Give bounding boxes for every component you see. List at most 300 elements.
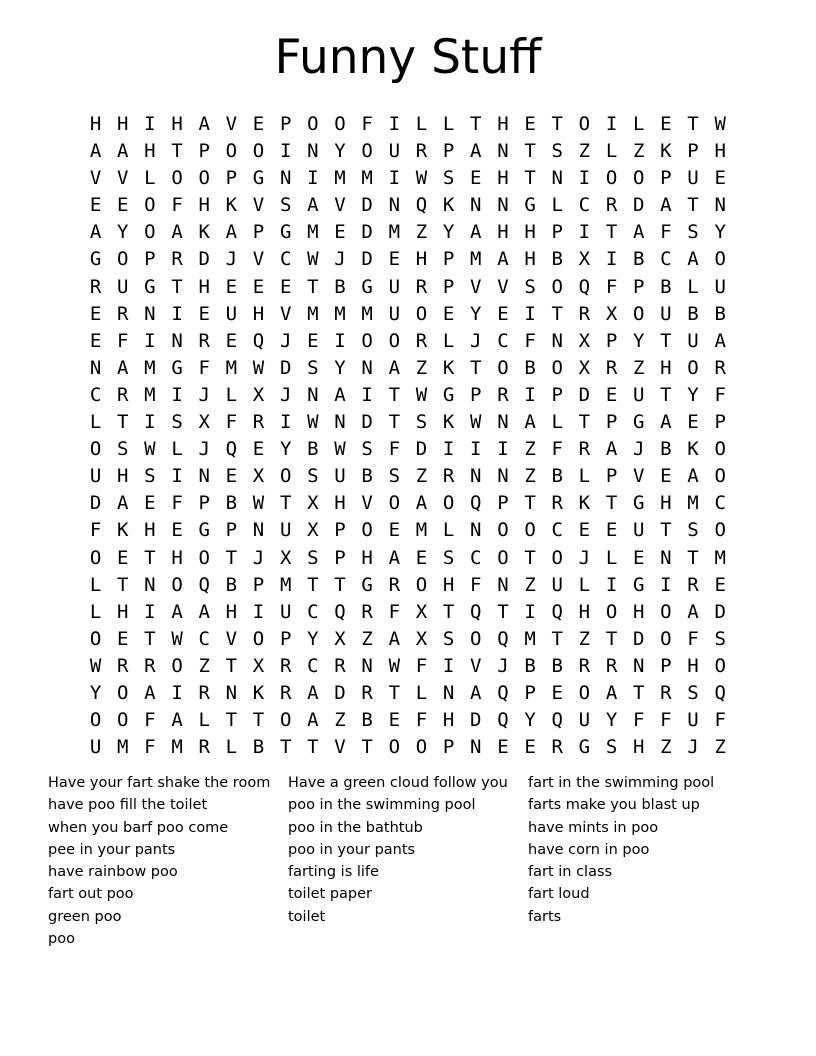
grid-letter: Z: [334, 709, 346, 732]
grid-letter: E: [660, 113, 672, 135]
grid-letter: S: [307, 356, 319, 379]
grid-letter: O: [714, 248, 726, 271]
grid-letter: F: [660, 221, 672, 244]
grid-letter: S: [388, 465, 401, 488]
grid-letter: P: [442, 736, 455, 759]
grid-letter: T: [551, 113, 563, 135]
grid-letter: I: [524, 383, 536, 406]
grid-letter: A: [605, 438, 618, 461]
grid-letter: A: [524, 411, 536, 434]
word-list-item: fart in the swimming pool: [528, 775, 715, 791]
grid-letter: Z: [415, 465, 428, 488]
grid-letter: O: [551, 275, 563, 298]
grid-letter: N: [89, 356, 102, 379]
grid-letter: P: [144, 248, 156, 271]
grid-letter: O: [605, 600, 618, 623]
grid-letter: T: [388, 383, 401, 406]
grid-row: [82, 382, 734, 409]
grid-letter: Q: [470, 600, 482, 623]
grid-letter: Q: [497, 709, 509, 732]
grid-letter: U: [225, 302, 238, 325]
grid-letter: U: [687, 329, 699, 352]
grid-row: [82, 246, 734, 273]
grid-letter: E: [117, 627, 129, 650]
grid-letter: J: [225, 248, 238, 271]
grid-letter: R: [605, 654, 618, 677]
grid-letter: M: [388, 221, 401, 244]
grid-letter: D: [361, 248, 373, 271]
grid-letter: R: [497, 383, 509, 406]
grid-letter: P: [442, 275, 455, 298]
grid-letter: D: [632, 627, 645, 650]
word-list-column: [528, 772, 768, 950]
grid-letter: F: [714, 709, 726, 732]
grid-letter: F: [687, 627, 699, 650]
grid-letter: L: [687, 275, 699, 298]
grid-letter: U: [551, 573, 563, 596]
grid-letter: O: [470, 627, 482, 650]
grid-letter: H: [660, 356, 672, 379]
grid-letter: A: [117, 356, 129, 379]
grid-letter: A: [171, 221, 183, 244]
grid-letter: U: [89, 465, 102, 488]
grid-letter: N: [660, 546, 672, 569]
grid-letter: E: [524, 113, 536, 135]
grid-letter: Q: [551, 600, 563, 623]
grid-letter: T: [524, 167, 536, 190]
grid-letter: L: [442, 113, 455, 135]
grid-letter: K: [198, 221, 210, 244]
grid-letter: C: [307, 600, 319, 623]
grid-letter: O: [89, 709, 102, 732]
grid-letter: V: [89, 167, 102, 190]
grid-letter: W: [171, 627, 183, 650]
grid-letter: M: [307, 221, 319, 244]
grid-letter: F: [388, 438, 401, 461]
grid-letter: G: [279, 221, 292, 244]
grid-letter: J: [252, 546, 265, 569]
grid-letter: P: [687, 140, 699, 163]
grid-letter: S: [524, 275, 536, 298]
grid-letter: C: [714, 492, 726, 515]
grid-letter: V: [252, 248, 265, 271]
grid-letter: Z: [632, 140, 645, 163]
grid-letter: D: [632, 194, 645, 217]
grid-letter: R: [252, 411, 265, 434]
grid-letter: F: [171, 194, 183, 217]
grid-letter: E: [524, 736, 536, 759]
grid-letter: Y: [334, 356, 346, 379]
grid-letter: I: [578, 221, 591, 244]
grid-letter: O: [415, 573, 428, 596]
grid-letter: F: [470, 573, 482, 596]
grid-letter: B: [361, 465, 373, 488]
word-list-item: poo in the swimming pool: [288, 797, 476, 814]
grid-letter: C: [89, 383, 102, 406]
grid-letter: O: [551, 356, 563, 379]
grid-letter: E: [632, 546, 645, 569]
grid-letter: D: [578, 383, 591, 406]
grid-letter: E: [415, 546, 428, 569]
grid-letter: T: [524, 492, 536, 515]
word-list-item: toilet: [288, 908, 326, 925]
grid-letter: O: [415, 736, 428, 759]
grid-letter: H: [497, 221, 509, 244]
grid-letter: N: [361, 356, 373, 379]
grid-row: [82, 490, 734, 517]
grid-letter: O: [497, 546, 509, 569]
grid-letter: T: [388, 411, 401, 434]
grid-letter: T: [605, 627, 618, 650]
grid-letter: D: [89, 492, 102, 515]
grid-letter: E: [171, 519, 183, 542]
grid-letter: J: [497, 654, 509, 677]
grid-letter: Z: [361, 627, 373, 650]
grid-letter: L: [605, 140, 618, 163]
grid-letter: V: [252, 194, 265, 217]
grid-letter: S: [605, 736, 618, 759]
grid-letter: R: [415, 329, 428, 352]
grid-letter: Z: [415, 221, 428, 244]
grid-letter: L: [578, 465, 591, 488]
grid-letter: L: [415, 113, 428, 135]
grid-letter: M: [144, 356, 156, 379]
grid-letter: X: [415, 600, 428, 623]
grid-letter: Y: [605, 709, 618, 732]
grid-letter: M: [415, 519, 428, 542]
grid-letter: T: [334, 573, 346, 596]
grid-letter: T: [307, 275, 319, 298]
grid-letter: T: [605, 492, 618, 515]
grid-letter: U: [117, 275, 129, 298]
grid-letter: Z: [524, 438, 536, 461]
grid-letter: P: [198, 492, 210, 515]
grid-letter: Y: [524, 709, 536, 732]
grid-letter: S: [687, 519, 699, 542]
grid-letter: I: [605, 113, 618, 135]
grid-row: [82, 517, 734, 544]
grid-letter: O: [171, 654, 183, 677]
grid-letter: A: [660, 194, 672, 217]
grid-letter: E: [388, 709, 401, 732]
word-list-item: have mints in poo: [528, 819, 659, 836]
grid-letter: I: [279, 411, 292, 434]
word-search-grid: [82, 111, 734, 761]
grid-letter: T: [171, 275, 183, 298]
grid-letter: S: [442, 546, 455, 569]
grid-letter: H: [497, 167, 509, 190]
grid-letter: S: [551, 140, 563, 163]
grid-letter: P: [605, 329, 618, 352]
grid-letter: D: [198, 248, 210, 271]
grid-letter: K: [225, 194, 238, 217]
grid-letter: R: [415, 275, 428, 298]
grid-letter: O: [89, 438, 102, 461]
grid-letter: D: [361, 411, 373, 434]
grid-letter: A: [415, 492, 428, 515]
grid-letter: A: [660, 411, 672, 434]
grid-letter: G: [89, 248, 102, 271]
grid-letter: E: [605, 383, 618, 406]
word-list-item: poo in your pants: [288, 841, 416, 858]
grid-letter: O: [714, 465, 726, 488]
grid-letter: M: [361, 167, 373, 190]
grid-letter: T: [687, 546, 699, 569]
grid-letter: T: [497, 600, 509, 623]
grid-letter: R: [578, 438, 591, 461]
grid-letter: O: [89, 546, 102, 569]
grid-letter: U: [632, 383, 645, 406]
grid-letter: E: [198, 302, 210, 325]
grid-row: [82, 355, 734, 382]
grid-letter: L: [225, 383, 238, 406]
grid-letter: O: [117, 248, 129, 271]
grid-letter: G: [252, 167, 265, 190]
grid-letter: K: [252, 681, 265, 704]
grid-letter: Y: [442, 221, 455, 244]
grid-letter: R: [714, 356, 726, 379]
grid-letter: B: [714, 302, 726, 325]
grid-letter: U: [89, 736, 102, 759]
grid-letter: O: [388, 736, 401, 759]
word-list-item: have corn in poo: [528, 841, 650, 858]
grid-row: [82, 409, 734, 436]
grid-row: [82, 274, 734, 301]
grid-letter: A: [89, 221, 102, 244]
grid-letter: N: [307, 140, 319, 163]
grid-letter: N: [361, 654, 373, 677]
grid-letter: L: [632, 113, 645, 135]
grid-letter: X: [307, 492, 319, 515]
grid-letter: Y: [334, 140, 346, 163]
grid-letter: C: [198, 627, 210, 650]
grid-letter: A: [605, 681, 618, 704]
grid-letter: C: [279, 248, 292, 271]
grid-letter: A: [714, 329, 726, 352]
grid-letter: J: [334, 248, 346, 271]
grid-letter: N: [442, 681, 455, 704]
grid-letter: F: [89, 519, 102, 542]
grid-letter: I: [361, 383, 373, 406]
grid-letter: R: [361, 600, 373, 623]
word-list-item: farting is life: [288, 864, 379, 881]
grid-letter: N: [632, 654, 645, 677]
grid-letter: R: [334, 654, 346, 677]
grid-letter: O: [442, 492, 455, 515]
grid-letter: N: [497, 411, 509, 434]
grid-letter: P: [660, 654, 672, 677]
grid-letter: R: [279, 654, 292, 677]
grid-letter: G: [524, 194, 536, 217]
word-list-item: have rainbow poo: [48, 864, 178, 881]
grid-letter: I: [388, 167, 401, 190]
grid-letter: H: [225, 600, 238, 623]
grid-letter: I: [144, 600, 156, 623]
grid-letter: G: [442, 383, 455, 406]
grid-letter: F: [714, 383, 726, 406]
grid-letter: S: [171, 411, 183, 434]
grid-letter: A: [198, 113, 210, 135]
grid-letter: T: [605, 221, 618, 244]
grid-letter: E: [279, 275, 292, 298]
grid-letter: G: [361, 573, 373, 596]
grid-letter: D: [714, 600, 726, 623]
grid-letter: J: [632, 438, 645, 461]
grid-letter: Z: [632, 356, 645, 379]
grid-letter: E: [578, 519, 591, 542]
grid-letter: O: [198, 546, 210, 569]
grid-letter: V: [361, 492, 373, 515]
grid-letter: E: [497, 736, 509, 759]
grid-letter: T: [578, 411, 591, 434]
grid-letter: F: [171, 492, 183, 515]
grid-letter: M: [470, 248, 482, 271]
word-list-item: fart in class: [528, 864, 613, 881]
grid-letter: O: [117, 681, 129, 704]
grid-letter: H: [442, 573, 455, 596]
grid-letter: Z: [578, 140, 591, 163]
grid-letter: Y: [632, 329, 645, 352]
grid-letter: M: [334, 302, 346, 325]
grid-letter: O: [605, 167, 618, 190]
grid-letter: S: [117, 438, 129, 461]
grid-letter: A: [117, 492, 129, 515]
grid-letter: L: [551, 411, 563, 434]
grid-letter: I: [578, 167, 591, 190]
word-list-item: pee in your pants: [48, 841, 176, 858]
grid-letter: G: [632, 411, 645, 434]
grid-letter: N: [279, 167, 292, 190]
grid-letter: H: [144, 140, 156, 163]
grid-letter: E: [117, 194, 129, 217]
grid-letter: A: [497, 248, 509, 271]
grid-letter: R: [578, 302, 591, 325]
grid-letter: S: [442, 627, 455, 650]
grid-letter: Y: [470, 302, 482, 325]
grid-letter: C: [307, 654, 319, 677]
grid-letter: B: [551, 248, 563, 271]
grid-letter: W: [89, 654, 102, 677]
grid-letter: W: [388, 654, 401, 677]
grid-letter: Z: [524, 573, 536, 596]
grid-letter: L: [415, 681, 428, 704]
grid-letter: H: [442, 709, 455, 732]
grid-letter: U: [388, 275, 401, 298]
grid-letter: T: [470, 356, 482, 379]
grid-letter: X: [334, 627, 346, 650]
word-list-item: Have a green cloud follow you: [288, 775, 508, 791]
grid-letter: O: [198, 167, 210, 190]
grid-letter: N: [714, 194, 726, 217]
grid-letter: L: [442, 329, 455, 352]
grid-letter: T: [687, 113, 699, 135]
grid-letter: A: [171, 600, 183, 623]
grid-row: [82, 436, 734, 463]
grid-letter: V: [117, 167, 129, 190]
grid-letter: W: [470, 411, 482, 434]
grid-letter: T: [551, 302, 563, 325]
grid-letter: G: [171, 356, 183, 379]
grid-letter: P: [334, 519, 346, 542]
grid-letter: I: [334, 329, 346, 352]
grid-letter: E: [334, 221, 346, 244]
grid-letter: E: [252, 113, 265, 135]
grid-letter: Q: [334, 600, 346, 623]
grid-letter: A: [307, 681, 319, 704]
grid-letter: F: [660, 709, 672, 732]
grid-letter: P: [334, 546, 346, 569]
grid-letter: K: [442, 411, 455, 434]
grid-letter: Y: [117, 221, 129, 244]
grid-letter: P: [605, 465, 618, 488]
grid-letter: T: [388, 681, 401, 704]
grid-letter: H: [632, 600, 645, 623]
grid-letter: O: [524, 519, 536, 542]
grid-letter: E: [497, 302, 509, 325]
grid-letter: L: [144, 167, 156, 190]
grid-letter: N: [497, 573, 509, 596]
grid-letter: S: [714, 627, 726, 650]
grid-letter: P: [279, 627, 292, 650]
grid-letter: A: [470, 140, 482, 163]
grid-letter: R: [279, 681, 292, 704]
grid-letter: O: [660, 627, 672, 650]
grid-letter: K: [442, 194, 455, 217]
grid-letter: I: [605, 248, 618, 271]
grid-letter: F: [361, 113, 373, 135]
grid-letter: J: [279, 329, 292, 352]
grid-letter: J: [279, 383, 292, 406]
grid-letter: S: [279, 194, 292, 217]
grid-row: [82, 219, 734, 246]
grid-letter: N: [470, 519, 482, 542]
grid-letter: E: [117, 546, 129, 569]
grid-letter: H: [497, 113, 509, 135]
grid-letter: E: [660, 465, 672, 488]
grid-letter: K: [578, 492, 591, 515]
grid-letter: N: [198, 465, 210, 488]
grid-letter: Q: [470, 492, 482, 515]
grid-letter: R: [660, 681, 672, 704]
grid-letter: F: [144, 736, 156, 759]
grid-letter: Z: [415, 356, 428, 379]
grid-letter: N: [334, 411, 346, 434]
grid-letter: D: [470, 709, 482, 732]
grid-letter: I: [388, 113, 401, 135]
grid-letter: L: [605, 546, 618, 569]
grid-row: [82, 111, 734, 138]
grid-letter: O: [307, 113, 319, 135]
grid-letter: H: [171, 113, 183, 135]
grid-row: [82, 680, 734, 707]
grid-letter: N: [551, 167, 563, 190]
grid-letter: U: [714, 275, 726, 298]
grid-letter: E: [225, 329, 238, 352]
grid-letter: B: [252, 736, 265, 759]
grid-letter: E: [144, 492, 156, 515]
grid-letter: T: [279, 736, 292, 759]
grid-letter: L: [225, 736, 238, 759]
grid-letter: X: [279, 546, 292, 569]
grid-letter: B: [225, 492, 238, 515]
grid-letter: F: [388, 600, 401, 623]
grid-letter: O: [171, 573, 183, 596]
grid-letter: P: [225, 519, 238, 542]
grid-letter: H: [117, 113, 129, 135]
grid-letter: Y: [89, 681, 102, 704]
grid-letter: Q: [415, 194, 428, 217]
grid-letter: R: [117, 383, 129, 406]
